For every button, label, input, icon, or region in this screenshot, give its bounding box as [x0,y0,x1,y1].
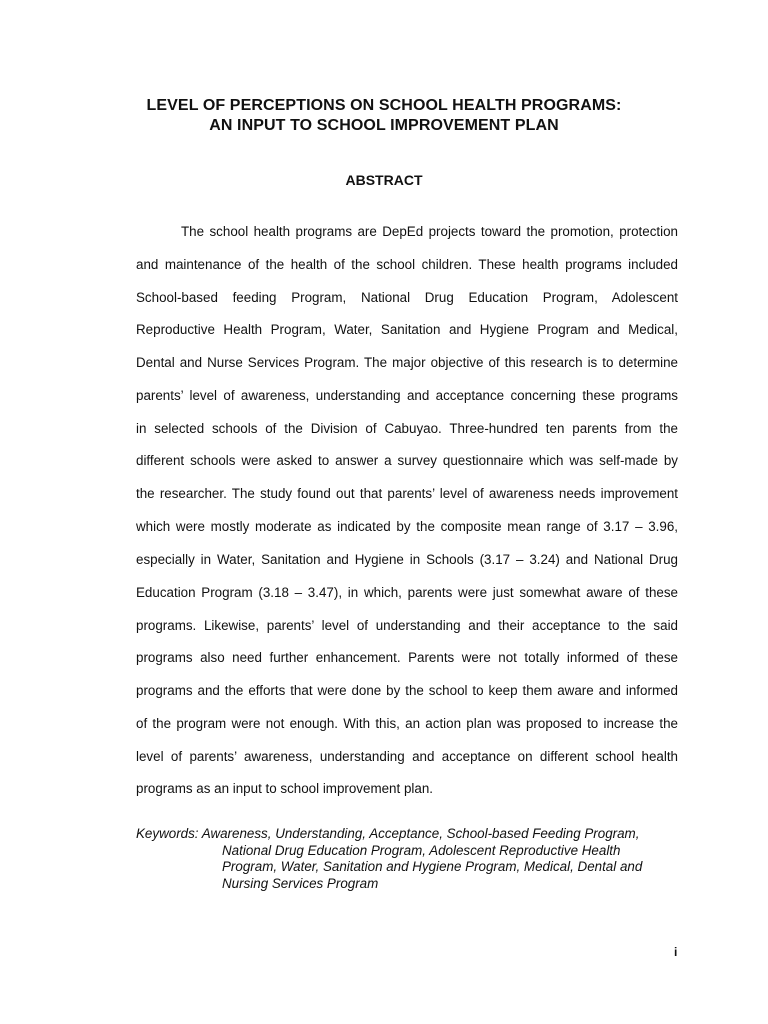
abstract-line: programs as an input to school improvement plan. [136,781,433,796]
keywords-text: Program, Water, Sanitation and Hygiene Program, Medical, Dental and [222,859,643,874]
abstract-line: parents’ level of awareness, understanding and acceptance concerning these programs [136,388,678,403]
abstract-line: Education Program (3.18 – 3.47), in which, parents were just somewhat aware of these [136,585,678,600]
abstract-line: Reproductive Health Program, Water, Sanitation and Hygiene Program and Medical, [136,322,678,337]
abstract-line: programs and the efforts that were done by the school to keep them aware and informed [136,683,678,698]
abstract-line: level of parents’ awareness, understanding and acceptance on different school health [136,749,678,764]
abstract-line: the researcher. The study found out that parents’ level of awareness needs improvement [136,486,678,501]
abstract-line: Dental and Nurse Services Program. The major objective of this research is to determine [136,355,678,370]
document-title-line-1: LEVEL OF PERCEPTIONS ON SCHOOL HEALTH PROGRAMS: [146,97,622,114]
abstract-heading: ABSTRACT [345,172,423,188]
abstract-line: The school health programs are DepEd projects toward the promotion, protection [181,224,678,239]
page-number: i [674,945,678,959]
document-title-line-2: AN INPUT TO SCHOOL IMPROVEMENT PLAN [209,117,559,134]
keywords-block [136,826,696,892]
keywords-text: National Drug Education Program, Adolescent Reproductive Health [222,842,621,858]
abstract-line: programs. Likewise, parents’ level of understanding and their acceptance to the said [136,618,678,633]
keywords-text: Awareness, Understanding, Acceptance, School-based Feeding Program, [201,826,640,841]
keywords-label: Keywords: [136,826,199,841]
abstract-line: different schools were asked to answer a survey questionnaire which was self-made by [136,453,678,468]
abstract-line: programs also need further enhancement. Parents were not totally informed of these [136,650,678,665]
keywords-text: Nursing Services Program [222,875,379,891]
keywords-first-line [136,826,696,843]
abstract-line: and maintenance of the health of the school children. These health programs included [136,257,678,272]
abstract-line: in selected schools of the Division of Cabuyao. Three-hundred ten parents from the [136,421,678,436]
abstract-line: School-based feeding Program, National Drug Education Program, Adolescent [136,290,678,305]
abstract-line: which were mostly moderate as indicated by the composite mean range of 3.17 – 3.96, [136,519,678,534]
abstract-line: of the program were not enough. With this, an action plan was proposed to increase the [136,716,678,731]
abstract-line: especially in Water, Sanitation and Hygiene in Schools (3.17 – 3.24) and National Drug [136,552,678,567]
